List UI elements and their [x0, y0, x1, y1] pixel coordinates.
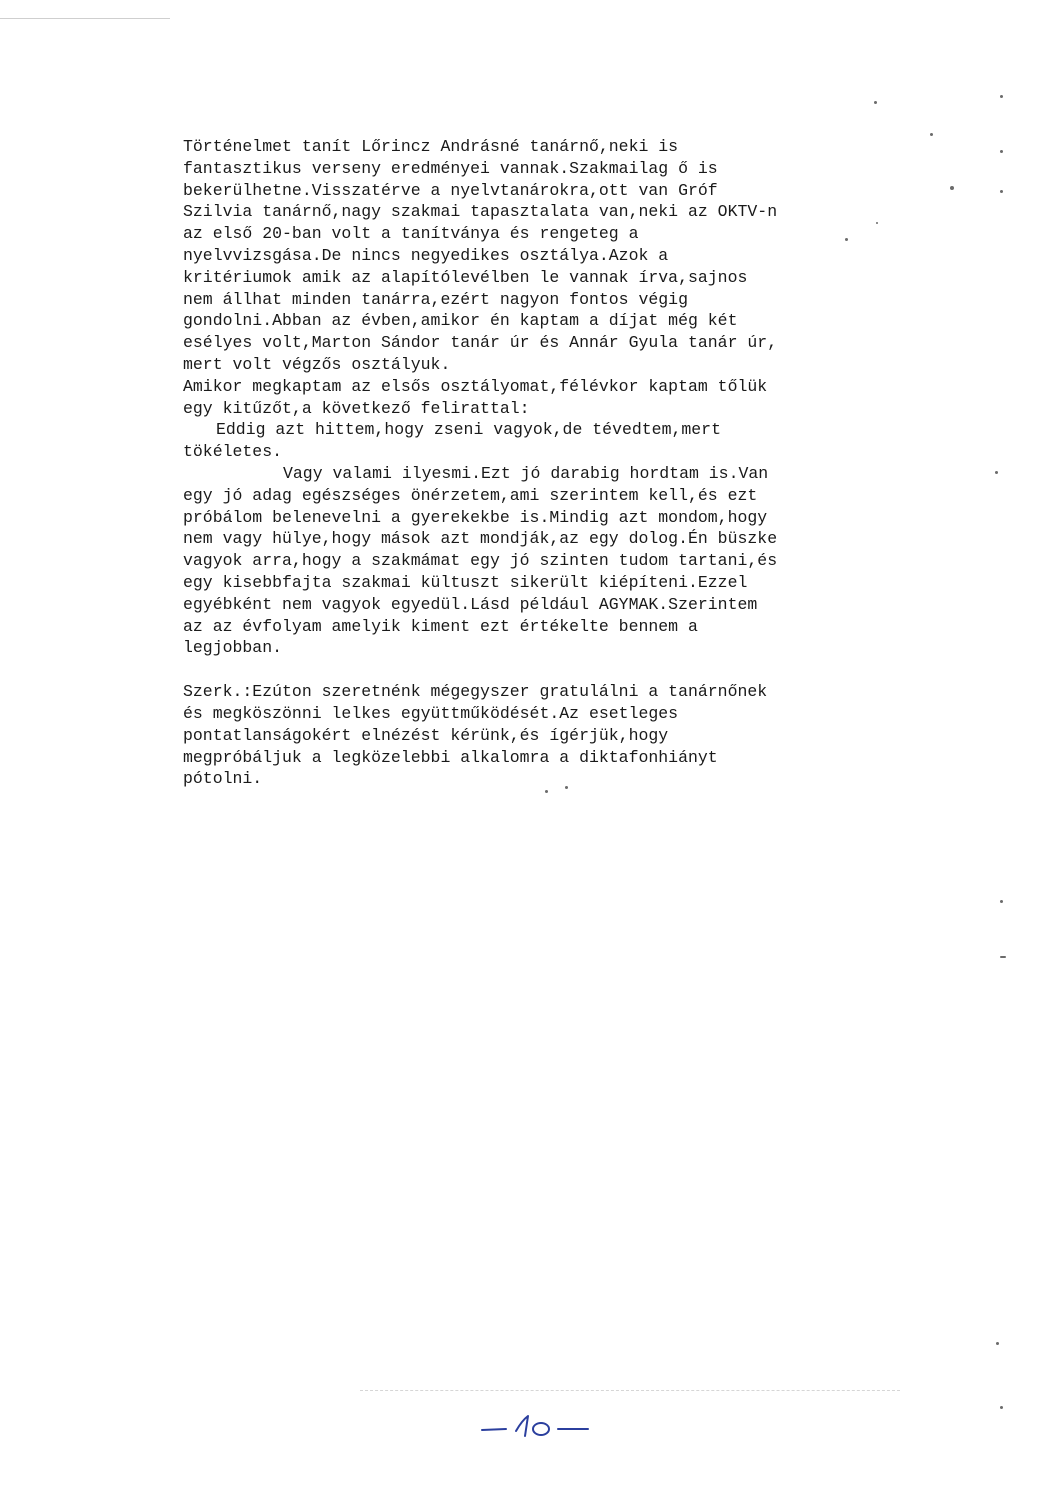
scan-speck [995, 471, 998, 474]
scan-speck [1000, 190, 1003, 193]
text-line: pótolni. [183, 769, 263, 789]
scan-speck [1000, 150, 1003, 153]
text-line: Történelmet tanít Lőrincz Andrásné tanárnő,neki is [183, 137, 679, 156]
text-line: egy kisebbfajta szakmai kültuszt sikerült kiépíteni.Ezzel [183, 572, 748, 592]
text-line: pontatlanságokért elnézést kérünk,és ígérjük,hogy [183, 725, 669, 745]
scan-speck [930, 133, 933, 136]
text-line: Amikor megkaptam az elsős osztályomat,félévkor kaptam tőlük [183, 376, 768, 396]
text-line: Szerk.:Ezúton szeretnénk mégegyszer gratulálni a tanárnőnek [183, 682, 768, 702]
text-line: vagyok arra,hogy a szakmámat egy jó szinten tudom tartani,és [183, 551, 778, 571]
text-line: egyébként nem vagyok egyedül.Lásd például AGYMAK.Szerintem [183, 594, 758, 614]
scan-speck [565, 786, 568, 789]
scan-speck [874, 101, 877, 104]
page-number [478, 1408, 598, 1444]
paragraph-1 [183, 136, 883, 419]
editor-note [183, 681, 883, 790]
top-edge-rule [0, 18, 170, 19]
quote-line: Eddig azt hittem,hogy zseni vagyok,de tévedtem,mert [216, 420, 721, 440]
text-line: fantasztikus verseny eredményei vannak.Szakmailag ő is [183, 158, 718, 178]
scan-speck [1000, 900, 1003, 903]
text-line: bekerülhetne.Visszatérve a nyelvtanárokra,ott van Gróf [183, 180, 718, 200]
quote-block [183, 419, 883, 463]
scan-speck [545, 790, 548, 793]
text-line: gondolni.Abban az évben,amikor én kaptam a díjat még két [183, 311, 738, 331]
scan-speck [1000, 95, 1003, 98]
paragraph-gap [183, 659, 883, 681]
text-line: nem állhat minden tanárra,ezért nagyon fontos végig [183, 289, 688, 309]
text-line: az első 20-ban volt a tanítványa és rengeteg a [183, 224, 639, 244]
text-line: Szilvia tanárnő,nagy szakmai tapasztalata van,neki az OKTV-n [183, 202, 778, 222]
scan-speck [876, 222, 878, 224]
text-line: legjobban. [183, 638, 283, 658]
document-body [183, 136, 883, 790]
text-line: Vagy valami ilyesmi.Ezt jó darabig hordtam is.Van [283, 463, 769, 483]
text-line: egy jó adag egészséges önérzetem,ami szerintem kell,és ezt [183, 485, 758, 505]
scan-speck [1000, 1406, 1003, 1409]
quote-line: tökéletes. [183, 442, 283, 462]
scan-speck [950, 186, 954, 190]
text-line: az az évfolyam amelyik kiment ezt értékelte bennem a [183, 616, 698, 636]
text-line: nyelvvizsgása.De nincs negyedikes osztálya.Azok a [183, 245, 669, 265]
text-line: nem vagy hülye,hogy mások azt mondják,az egy dolog.Én büszke [183, 529, 778, 549]
handwritten-page-number-icon [478, 1408, 598, 1444]
scan-speck [845, 238, 848, 241]
scan-artifact-line [360, 1390, 900, 1391]
scan-speck [996, 1342, 999, 1345]
text-line: mert volt végzős osztályuk. [183, 354, 451, 374]
scan-speck [1000, 956, 1006, 958]
text-line: egy kitűzőt,a következő felirattal: [183, 398, 530, 418]
text-line: esélyes volt,Marton Sándor tanár úr és Annár Gyula tanár úr, [183, 333, 778, 353]
text-line: kritériumok amik az alapítólevélben le vannak írva,sajnos [183, 267, 748, 287]
paragraph-2 [183, 463, 883, 659]
text-line: megpróbáljuk a legközelebbi alkalomra a diktafonhiányt [183, 747, 718, 767]
text-line: próbálom belenevelni a gyerekekbe is.Mindig azt mondom,hogy [183, 507, 768, 527]
text-line: és megköszönni lelkes együttműködését.Az esetleges [183, 703, 679, 723]
